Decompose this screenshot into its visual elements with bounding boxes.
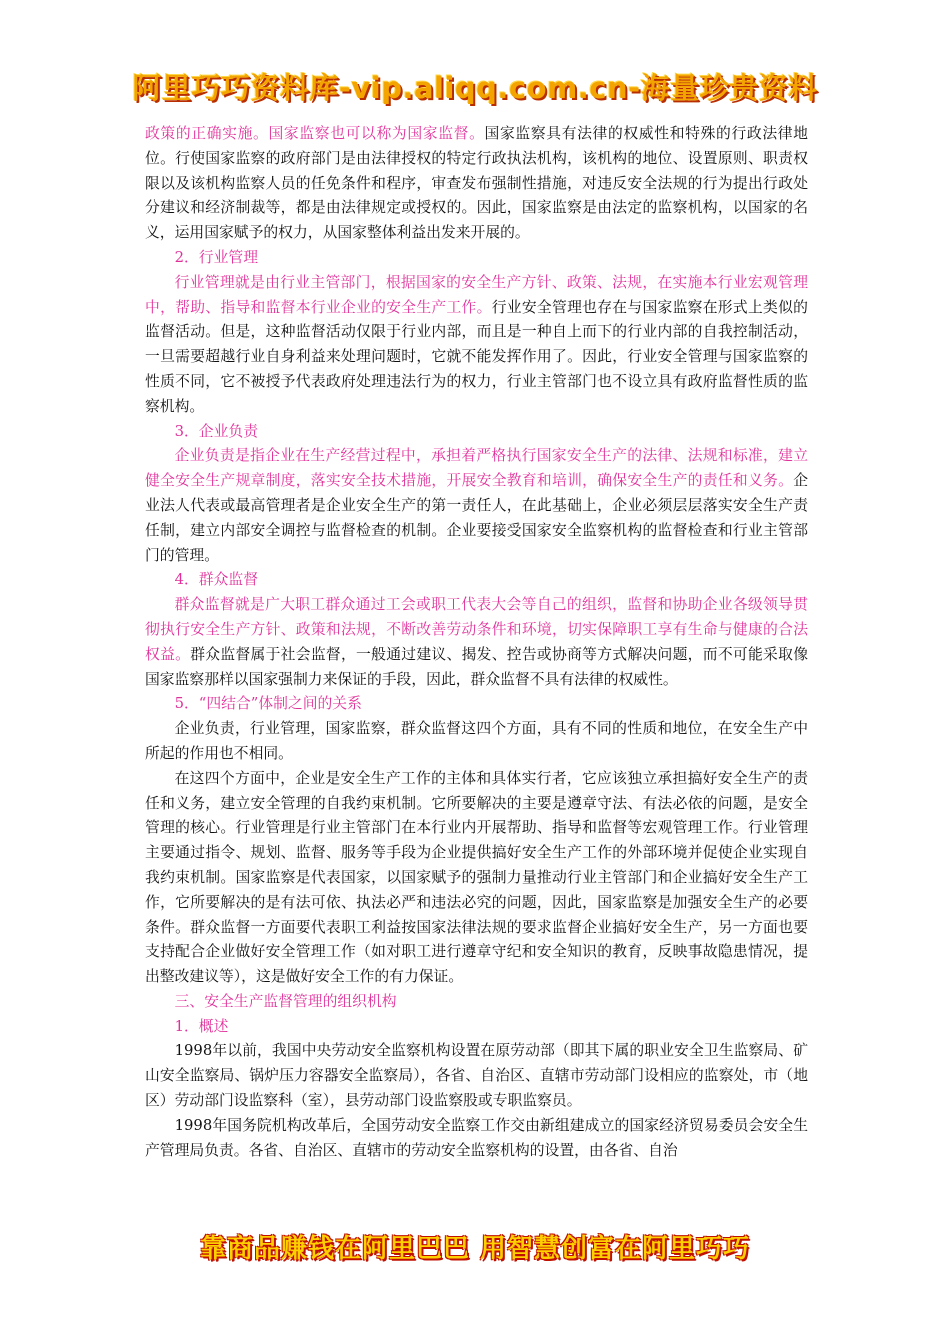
body-text: 国家监察具有法律的权威性和特殊的行政法律地位。行使国家监察的政府部门是由法律授权的特定行政执法机构，该机构的地位、设置原则、职责权限以及该机构监察人员的任免条件和程序，审查发布强制性措施，对违反安全法规的行为提出行政处分建议和经济制裁等，都是由法律规定或授权的。因此，国家监察是由法定的监察机构，以国家的名义，运用国家赋予的权力，从国家整体利益出发来开展的。 [145,125,808,242]
body-text: 群众监督属于社会监督，一般通过建议、揭发、控告或协商等方式解决问题，而不可能采取像国家监察那样以国家强制力来保证的手段，因此，群众监督不具有法律的权威性。 [145,645,808,688]
subheading-mass-supervision: 4．群众监督 [174,571,258,589]
section-heading-organization: 三、安全生产监督管理的组织机构 [174,992,397,1010]
paragraph-four-aspects: 企业负责，行业管理，国家监察，群众监督这四个方面，具有不同的性质和地位，在安全生产中所起的作用也不相同。 [145,720,808,762]
body-text: 行业安全管理也存在与国家监察在形式上类似的监督活动。但是，这种监督活动仅限于行业内部，而且是一种自上而下的行业内部的自我控制活动，一旦需要超越行业自身利益来处理问题时，它就不能发挥作用了。因此，行业安全管理与国家监察的性质不同，它不被授予代表政府处理违法行为的权力，行业主管部门也不设立具有政府监督性质的监察机构。 [145,298,808,415]
subheading-enterprise-responsibility: 3．企业负责 [174,422,258,440]
subheading-overview: 1．概述 [174,1017,229,1035]
header-banner: 阿里巧巧资料库-vip.aliqq.com.cn-海量珍贵资料 [132,71,818,105]
body-text: 企业法人代表或最高管理者是企业安全生产的第一责任人，在此基础上，企业必须层层落实安全生产责任制，建立内部安全调控与监督检查的机制。企业要接受国家安全监察机构的监督检查和行业主管部门的管理。 [145,472,808,564]
paragraph-national-supervision [145,122,808,246]
paragraph-mass-supervision [145,593,808,692]
paragraph-enterprise-responsibility [145,444,808,568]
document-body [145,122,808,1163]
highlighted-text: 行业管理就是由行业主管部门，根据国家的安全生产方针、政策、法规，在实施本行业宏观管理中，帮助、指导和监督本行业企业的安全生产工作。 [145,273,808,316]
paragraph-four-aspects-detail: 在这四个方面中，企业是安全生产工作的主体和具体实行者，它应该独立承担搞好安全生产的责任和义务，建立安全管理的自我约束机制。它所要解决的主要是遵章守法、有法必依的问题，是安全管理的核心。行业管理是行业主管部门在本行业内开展帮助、指导和监督等宏观管理工作。行业管理主要通过指令、规划、监督、服务等手段为企业提供搞好安全生产工作的外部环境并促使企业实现自我约束机制。国家监察是代表国家，以国家赋予的强制力量推动行业主管部门和企业搞好安全生产工作，它所要解决的是有法可依、执法必严和违法必究的问题，因此，国家监察是加强安全生产的必要条件。群众监督一方面要代表职工利益按国家法律法规的要求监督企业搞好安全生产，另一方面也要支持配合企业做好安全管理工作（如对职工进行遵章守纪和安全知识的教育，反映事故隐患情况，提出整改建议等），这是做好安全工作的有力保证。 [145,769,808,986]
highlighted-text: 群众监督就是广大职工群众通过工会或职工代表大会等自己的组织，监督和协助企业各级领导贯彻执行安全生产方针、政策和法规，不断改善劳动条件和环境，切实保障职工享有生命与健康的合法权益。 [145,596,808,663]
subheading-four-combination: 5．“四结合”体制之间的关系 [174,695,362,713]
highlighted-text: 政策的正确实施。国家监察也可以称为国家监督。 [145,125,485,142]
subheading-industry-management: 2．行业管理 [174,248,258,266]
paragraph-industry-management [145,271,808,420]
footer-banner: 靠商品赚钱在阿里巴巴 用智慧创富在阿里巧巧 [199,1234,751,1264]
highlighted-text: 企业负责是指企业在生产经营过程中，承担着严格执行国家安全生产的法律、法规和标准，建立健全安全生产规章制度，落实安全技术措施，开展安全教育和培训，确保安全生产的责任和义务。 [145,447,808,490]
paragraph-after-1998: 1998年国务院机构改革后，全国劳动安全监察工作交由新组建成立的国家经济贸易委员会安全生产管理局负责。各省、自治区、直辖市的劳动安全监察机构的设置，由各省、自治 [145,1116,808,1159]
paragraph-before-1998: 1998年以前，我国中央劳动安全监察机构设置在原劳动部（即其下属的职业安全卫生监察局、矿山安全监察局、锅炉压力容器安全监察局），各省、自治区、直辖市劳动部门设相应的监察处，市（地区）劳动部门设监察科（室），县劳动部门设监察股或专职监察员。 [145,1042,808,1110]
